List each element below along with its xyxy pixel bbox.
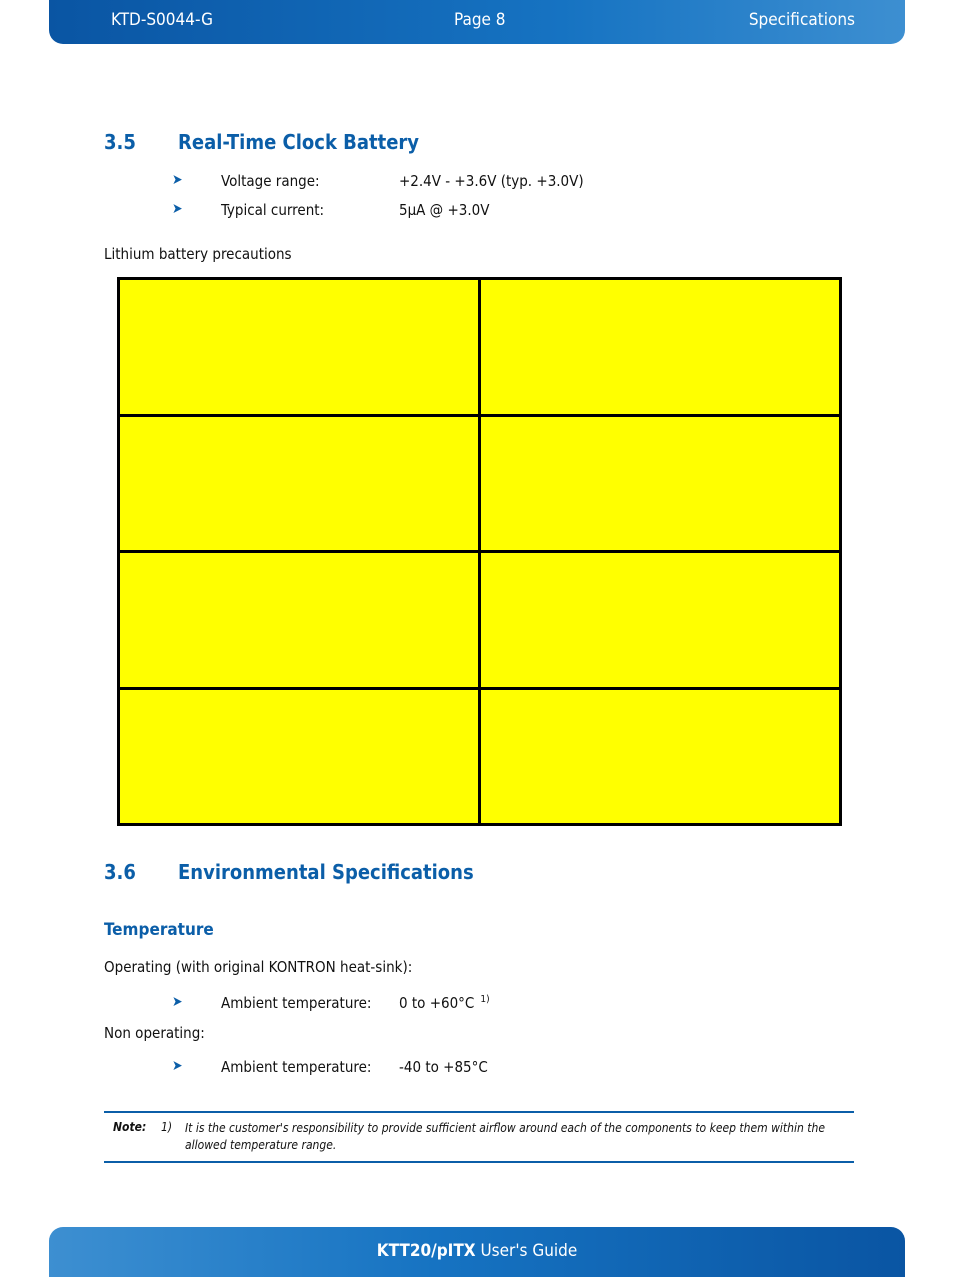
table-row: [119, 415, 841, 552]
page-footer: [49, 1227, 905, 1277]
footer-suffix: User's Guide: [475, 1241, 578, 1261]
bullet-label: Voltage range:: [221, 172, 320, 190]
arrow-bullet-icon: ➤: [172, 172, 183, 188]
bullet-value: +2.4V - +3.6V (typ. +3.0V): [399, 172, 584, 190]
section-3-5-heading: [104, 130, 419, 154]
bullet-value: [399, 994, 490, 1012]
table-cell: [119, 688, 480, 825]
page-header: [49, 0, 905, 44]
bullet-value: -40 to +85°C: [399, 1058, 488, 1076]
table-row: [119, 688, 841, 825]
footer-product: KTT20/pITX: [376, 1241, 476, 1261]
note-label: Note:: [113, 1120, 147, 1134]
header-doc-id: KTD-S0044-G: [111, 10, 213, 30]
bullet-value: 5µA @ +3.0V: [399, 201, 490, 219]
table-caption: Lithium battery precautions: [104, 245, 292, 263]
footer-title: [49, 1241, 905, 1261]
bullet-label: Ambient temperature:: [221, 1058, 372, 1076]
table-row: [119, 279, 841, 416]
section-title: Real-Time Clock Battery: [178, 130, 420, 154]
battery-precautions-table: [117, 277, 842, 826]
footnote-box: [104, 1111, 854, 1163]
table-cell: [119, 279, 480, 416]
section-3-6-heading: [104, 860, 474, 884]
table-cell: [480, 552, 841, 689]
section-title: Environmental Specifications: [178, 860, 474, 884]
section-number: 3.6: [104, 860, 136, 884]
table-cell: [119, 552, 480, 689]
bullet-label: Ambient temperature:: [221, 994, 372, 1012]
arrow-bullet-icon: ➤: [172, 994, 183, 1010]
arrow-bullet-icon: ➤: [172, 201, 183, 217]
operating-label: Operating (with original KONTRON heat-sink):: [104, 958, 413, 976]
non-operating-label: Non operating:: [104, 1024, 205, 1042]
note-number: 1): [161, 1120, 173, 1134]
note-text: It is the customer's responsibility to provide sufficient airflow around each of the components to keep them within the allowed temperature range.: [185, 1121, 825, 1152]
header-page-number: Page 8: [454, 10, 506, 30]
footnote-reference: 1): [480, 994, 490, 1005]
temperature-subheading: Temperature: [104, 920, 214, 940]
table-cell: [480, 415, 841, 552]
section-number: 3.5: [104, 130, 136, 154]
table-row: [119, 552, 841, 689]
header-section: Specifications: [748, 10, 855, 30]
table-cell: [480, 279, 841, 416]
arrow-bullet-icon: ➤: [172, 1058, 183, 1074]
table-cell: [119, 415, 480, 552]
bullet-label: Typical current:: [221, 201, 325, 219]
temperature-range: 0 to +60°C: [399, 994, 475, 1012]
table-cell: [480, 688, 841, 825]
